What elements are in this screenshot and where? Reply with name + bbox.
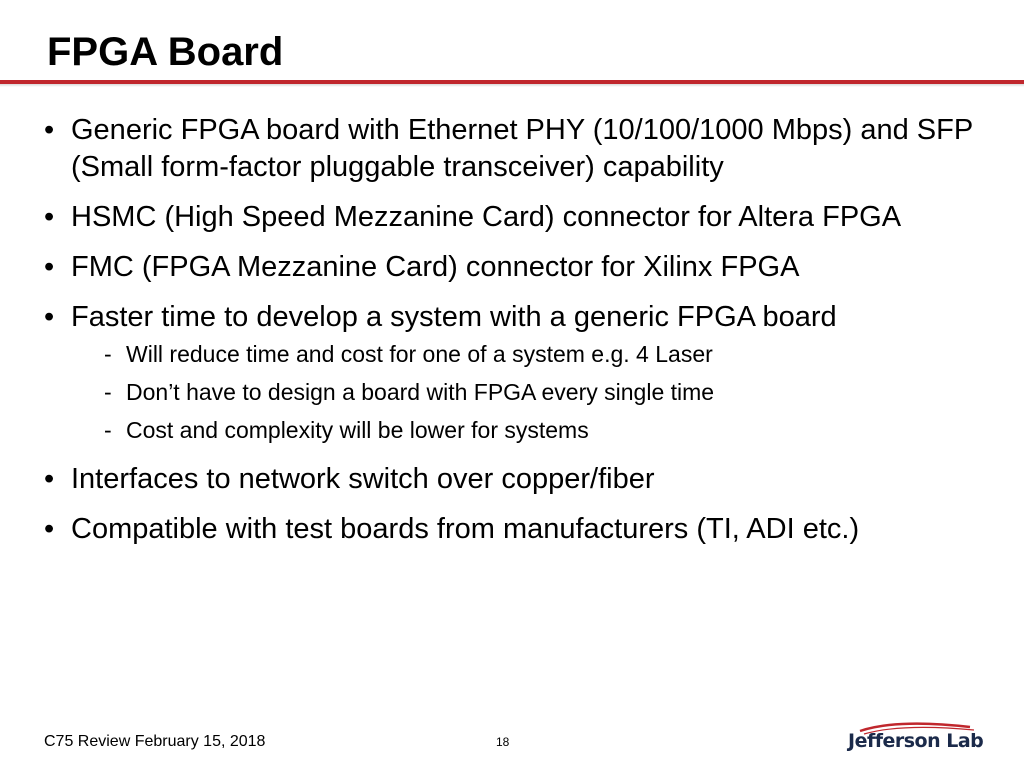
bullet-marker: •: [44, 251, 55, 283]
slide-title: FPGA Board: [47, 30, 284, 74]
sub-bullet-text: Don’t have to design a board with FPGA every single time: [126, 379, 715, 405]
slide-content: [44, 112, 994, 561]
sub-bullet-marker: -: [104, 341, 112, 367]
bullet-item: [44, 199, 994, 236]
sub-bullet-list: [44, 339, 994, 445]
bullet-item: [44, 461, 994, 498]
title-underline-shadow: [0, 84, 1024, 87]
page-number: 18: [496, 735, 510, 749]
sub-bullet-marker: -: [104, 379, 112, 405]
bullet-text: Faster time to develop a system with a generic FPGA board: [71, 301, 837, 333]
bullet-text: HSMC (High Speed Mezzanine Card) connector for Altera FPGA: [71, 201, 902, 233]
bullet-marker: •: [44, 201, 55, 233]
bullet-text: Interfaces to network switch over copper/fiber: [71, 463, 655, 495]
bullet-item: [44, 511, 994, 548]
sub-bullet-item: [44, 339, 994, 369]
sub-bullet-marker: -: [104, 417, 112, 443]
logo-text: Jefferson Lab: [848, 730, 984, 752]
sub-bullet-item: [44, 377, 994, 407]
jefferson-lab-logo: [842, 722, 992, 758]
bullet-item: [44, 249, 994, 286]
sub-bullet-item: [44, 415, 994, 445]
bullet-text: Generic FPGA board with Ethernet PHY (10/100/1000 Mbps) and SFP (Small form-factor pluggable transceiver) capability: [71, 114, 973, 183]
sub-bullet-text: Will reduce time and cost for one of a system e.g. 4 Laser: [126, 341, 713, 367]
bullet-text: FMC (FPGA Mezzanine Card) connector for Xilinx FPGA: [71, 251, 800, 283]
bullet-marker: •: [44, 463, 55, 495]
bullet-marker: •: [44, 301, 55, 333]
footer-event-date: C75 Review February 15, 2018: [44, 733, 266, 750]
bullet-marker: •: [44, 513, 55, 545]
bullet-text: Compatible with test boards from manufacturers (TI, ADI etc.): [71, 513, 860, 545]
bullet-marker: •: [44, 114, 55, 146]
bullet-item: [44, 112, 994, 186]
sub-bullet-text: Cost and complexity will be lower for systems: [126, 417, 589, 443]
bullet-item: [44, 299, 994, 336]
